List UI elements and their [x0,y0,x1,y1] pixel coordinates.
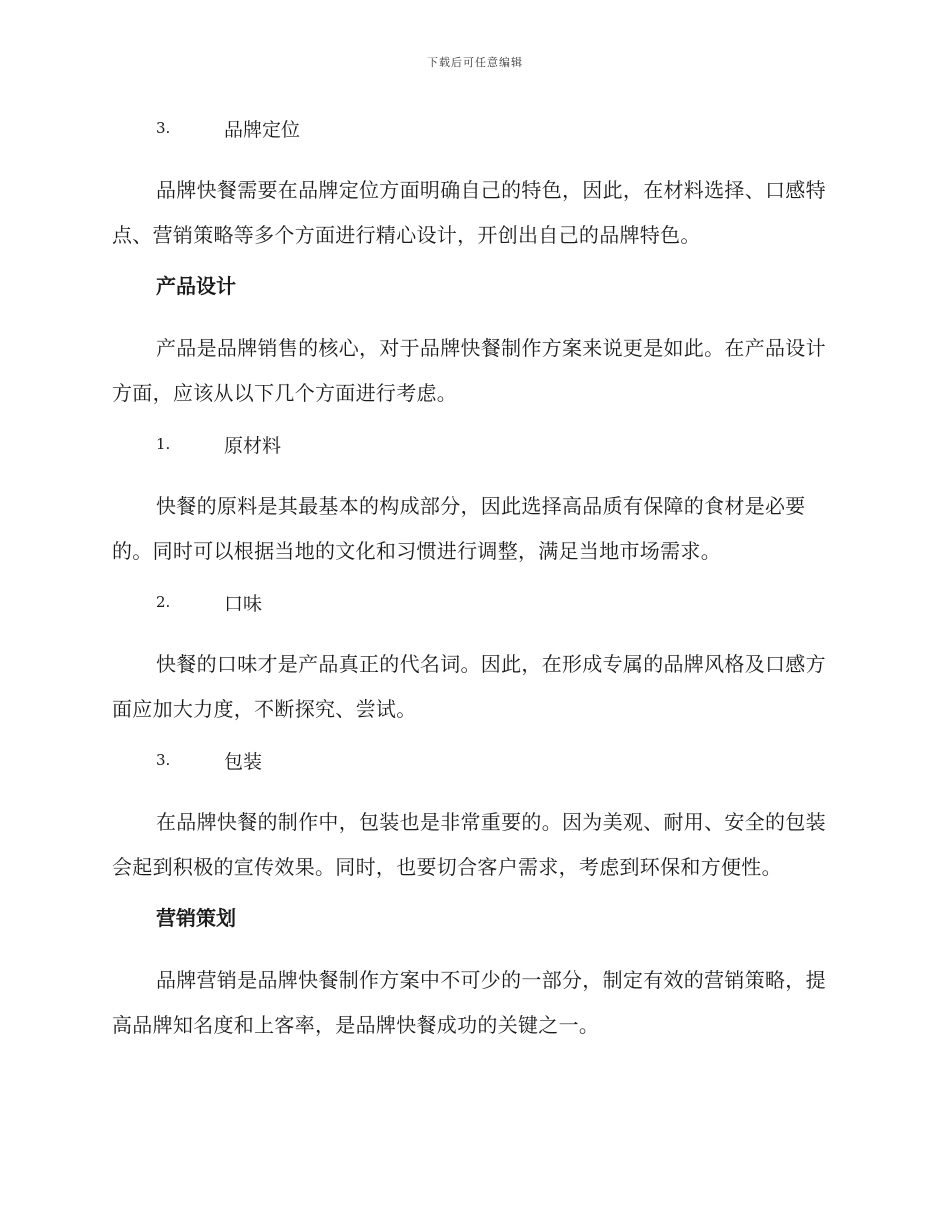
paragraph-taste: 快餐的口味才是产品真正的代名词。因此，在形成专属的品牌风格及口感方面应加大力度，不断探究、尝试。 [112,652,826,721]
numbered-heading-raw-materials [112,428,832,460]
numbered-heading-taste [112,586,832,618]
heading-title: 原材料 [224,434,282,457]
page-header: 下载后可任意编辑 [427,56,523,69]
numbered-heading-brand-positioning [112,112,832,144]
paragraph-brand-positioning: 品牌快餐需要在品牌定位方面明确自己的特色，因此，在材料选择、口感特点、营销策略等多个方面进行精心设计，开创出自己的品牌特色。 [112,178,826,247]
paragraph-raw-materials: 快餐的原料是其最基本的构成部分，因此选择高品质有保障的食材是必要的。同时可以根据当地的文化和习惯进行调整，满足当地市场需求。 [112,494,806,563]
numbered-heading-packaging [112,744,832,776]
heading-number: 1. [156,435,171,453]
heading-title: 品牌定位 [224,118,301,141]
section-heading-marketing: 营销策划 [156,906,236,930]
paragraph-marketing: 品牌营销是品牌快餐制作方案中不可少的一部分，制定有效的营销策略，提高品牌知名度和上客率，是品牌快餐成功的关键之一。 [112,968,826,1037]
document-body [112,112,832,1060]
heading-title: 包装 [224,750,263,773]
heading-number: 3. [156,751,171,769]
heading-number: 2. [156,593,171,611]
paragraph-product-design-intro: 产品是品牌销售的核心，对于品牌快餐制作方案来说更是如此。在产品设计方面，应该从以下几个方面进行考虑。 [112,336,826,405]
heading-number: 3. [156,119,171,137]
paragraph-packaging: 在品牌快餐的制作中，包装也是非常重要的。因为美观、耐用、安全的包装会起到积极的宣传效果。同时，也要切合客户需求，考虑到环保和方便性。 [112,810,826,879]
heading-title: 口味 [224,592,263,615]
section-heading-product-design: 产品设计 [156,274,236,298]
